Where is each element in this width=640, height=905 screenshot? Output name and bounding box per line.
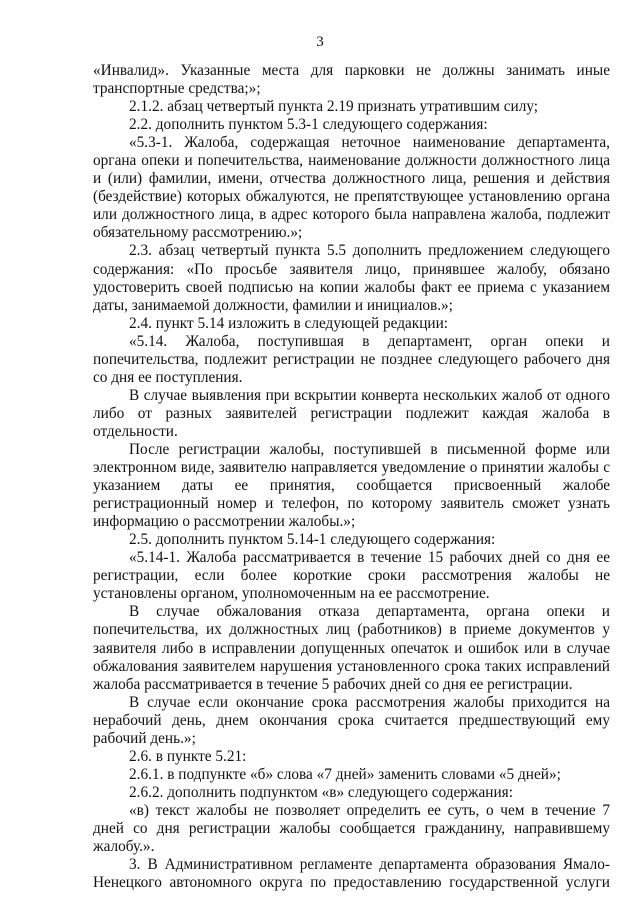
paragraph: 2.2. дополнить пунктом 5.3-1 следующего содержания: — [129, 116, 488, 134]
paragraph: «5.3-1. Жалоба, содержащая неточное наименование департамента, органа опеки и попечительства, наименование должности должностного лица и (или) фамилии, имени, отчества должностного лица, решения и действия (бездействие) которых обжалуются, не препятствующее установлению органа или должностного лица, в адрес которого была направлена жалоба, подлежит обязательному рассмотрению.»; — [93, 134, 610, 242]
paragraph: 2.1.2. абзац четвертый пункта 2.19 признать утратившим силу; — [129, 98, 539, 116]
paragraph: 2.6.1. в подпункте «б» слова «7 дней» заменить словами «5 дней»; — [129, 765, 561, 783]
page-number: 3 — [316, 34, 324, 50]
paragraph: «5.14. Жалоба, поступившая в департамент, орган опеки и попечительства, подлежит регистрации не позднее следующего рабочего дня со дня ее поступления. — [93, 332, 610, 386]
paragraph: «5.14-1. Жалоба рассматривается в течение 15 рабочих дней со дня ее регистрации, если более короткие сроки рассмотрения жалобы не установлены органом, уполномоченным на ее рассмотрение. — [93, 549, 610, 603]
paragraph: 2.6. в пункте 5.21: — [129, 747, 247, 765]
paragraph: 3. В Административном регламенте департамента образования Ямало-Ненецкого автономного округа по предоставлению государственной услуги — [93, 856, 610, 892]
paragraph: «в) текст жалобы не позволяет определить ее суть, о чем в течение 7 дней со дня регистрации жалобы сообщается гражданину, направившему жалобу.». — [93, 801, 610, 856]
paragraph: 2.6.2. дополнить подпунктом «в» следующего содержания: — [129, 783, 513, 801]
paragraph: В случае выявления при вскрытии конверта нескольких жалоб от одного либо от разных заявителей регистрации подлежит каждая жалоба в отдельности. — [93, 386, 610, 440]
paragraph: «Инвалид». Указанные места для парковки не должны занимать иные транспортные средства;»; — [93, 62, 610, 98]
paragraph: 2.4. пункт 5.14 изложить в следующей редакции: — [129, 314, 449, 332]
paragraph: В случае если окончание срока рассмотрения жалобы приходится на нерабочий день, днем окончания срока считается предшествующий ему рабочий день.»; — [93, 693, 610, 747]
document-body — [93, 62, 610, 892]
paragraph: В случае обжалования отказа департамента, органа опеки и попечительства, их должностных лиц (работников) в приеме документов у заявителя либо в исправлении допущенных опечаток и ошибок или в случае обжалования заявителем нарушения установленного срока таких исправлений жалоба рассматривается в течение 5 рабочих дней со дня ее регистрации. — [93, 603, 610, 693]
paragraph: 2.3. абзац четвертый пункта 5.5 дополнить предложением следующего содержания: «По просьбе заявителя лицо, принявшее жалобу, обязано удостоверить своей подписью на копии жалобы факт ее приема с указанием даты, занимаемой должности, фамилии и инициалов.»; — [93, 242, 610, 314]
paragraph: После регистрации жалобы, поступившей в письменной форме или электронном виде, заявителю направляется уведомление о принятии жалобы с указанием даты ее принятия, сообщается присвоенный жалобе регистрационный номер и телефон, по которому заявитель сможет узнать информацию о рассмотрении жалобы.»; — [93, 440, 610, 531]
paragraph: 2.5. дополнить пунктом 5.14-1 следующего содержания: — [129, 531, 496, 549]
